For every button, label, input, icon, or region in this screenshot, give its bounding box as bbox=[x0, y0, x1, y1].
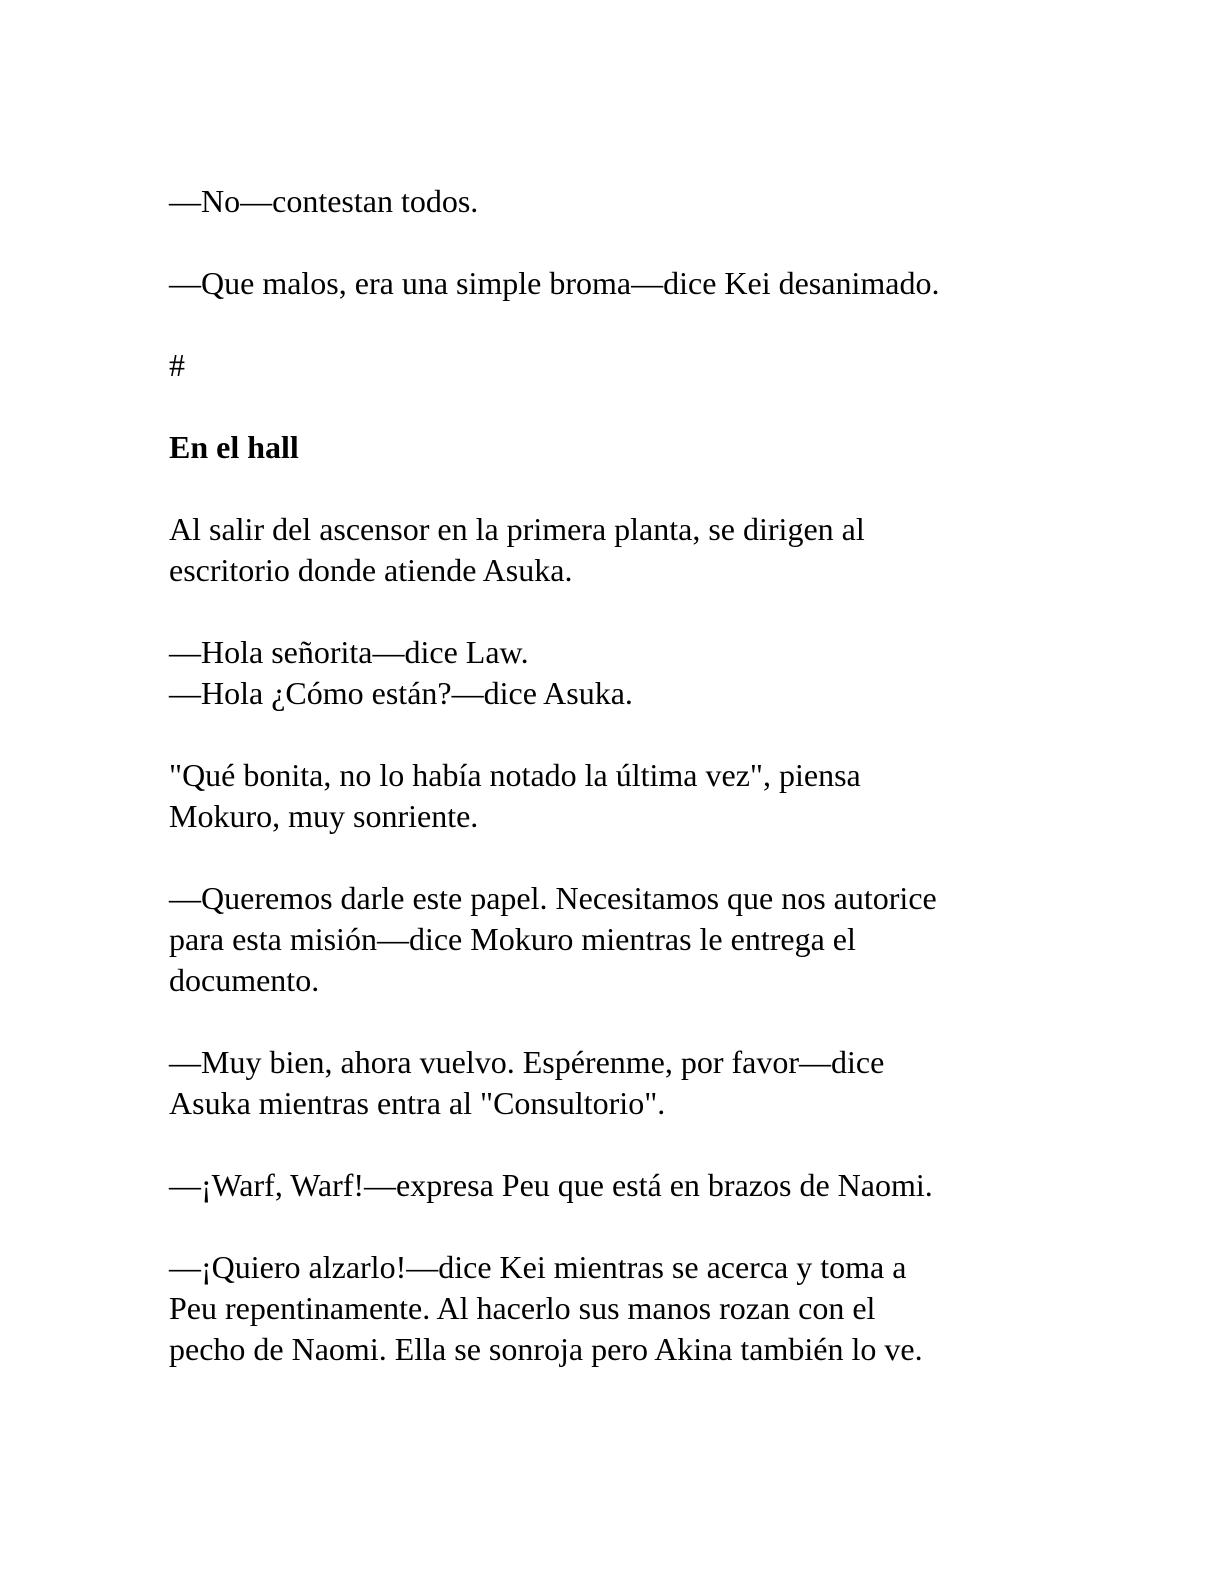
paragraph bbox=[169, 755, 1049, 837]
paragraph bbox=[169, 263, 1049, 304]
text-line: —Muy bien, ahora vuelvo. Espérenme, por favor—dice bbox=[169, 1044, 885, 1080]
text-line: Mokuro, muy sonriente. bbox=[169, 798, 479, 834]
text-line: —¡Warf, Warf!—expresa Peu que está en brazos de Naomi. bbox=[169, 1167, 933, 1203]
text-line: Al salir del ascensor en la primera planta, se dirigen al bbox=[169, 511, 865, 547]
text-line: "Qué bonita, no lo había notado la última vez", piensa bbox=[169, 757, 861, 793]
body-text bbox=[169, 181, 1049, 1370]
paragraph bbox=[169, 878, 1049, 1001]
scene-separator bbox=[169, 345, 1049, 386]
paragraph bbox=[169, 1247, 1049, 1370]
text-line: documento. bbox=[169, 962, 320, 998]
paragraph bbox=[169, 181, 1049, 222]
dialogue-block bbox=[169, 632, 1049, 714]
heading-text: En el hall bbox=[169, 429, 299, 465]
text-line: pecho de Naomi. Ella se sonroja pero Akina también lo ve. bbox=[169, 1331, 923, 1367]
text-line: —Queremos darle este papel. Necesitamos que nos autorice bbox=[169, 880, 937, 916]
text-line: Asuka mientras entra al "Consultorio". bbox=[169, 1085, 666, 1121]
paragraph bbox=[169, 509, 1049, 591]
section-heading bbox=[169, 427, 1049, 468]
text-line: —Que malos, era una simple broma—dice Kei desanimado. bbox=[169, 265, 940, 301]
text-line: —Hola ¿Cómo están?—dice Asuka. bbox=[169, 675, 633, 711]
text-line: —¡Quiero alzarlo!—dice Kei mientras se acerca y toma a bbox=[169, 1249, 907, 1285]
separator-mark: # bbox=[169, 347, 185, 383]
text-line: —No—contestan todos. bbox=[169, 183, 479, 219]
text-line: escritorio donde atiende Asuka. bbox=[169, 552, 573, 588]
paragraph bbox=[169, 1042, 1049, 1124]
text-line: Peu repentinamente. Al hacerlo sus manos rozan con el bbox=[169, 1290, 876, 1326]
text-line: —Hola señorita—dice Law. bbox=[169, 634, 529, 670]
paragraph bbox=[169, 1165, 1049, 1206]
text-line: para esta misión—dice Mokuro mientras le entrega el bbox=[169, 921, 856, 957]
